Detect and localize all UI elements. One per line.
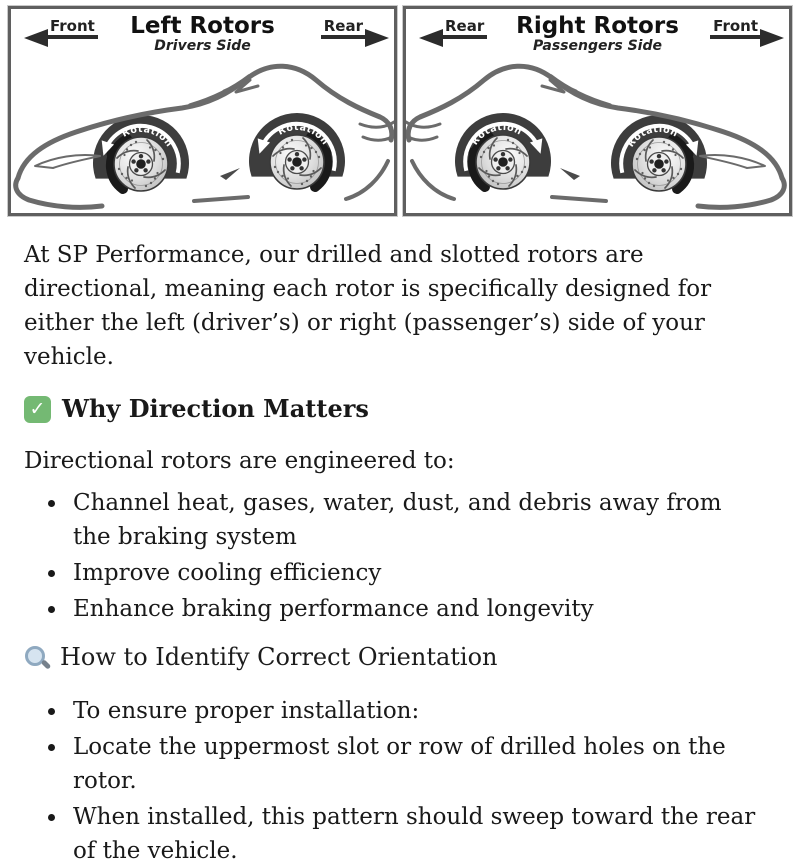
list-item: • When installed, this pattern should sweep toward the rear of the vehicle. [68,800,766,868]
panel-title: Right Rotors [516,13,679,39]
why-direction-matters-heading [24,392,766,426]
rear-direction-label [442,18,487,39]
arrow-left-icon [419,29,443,47]
benefits-list [24,486,766,626]
rotation-label: Rotation [625,123,680,150]
rear-direction-label [321,18,366,39]
arrow-right-icon [760,29,784,47]
article-content [0,216,800,868]
intro-paragraph: At SP Performance, our drilled and slotted rotors are directional, meaning each rotor is specifically designed for either the left (driver’s) or right (passenger’s) side of your vehicle. [24,242,712,370]
right-rotors-panel [403,6,792,216]
rotor-direction-diagram [8,6,792,216]
arrow-left-icon [24,29,48,47]
direction-text: Rear [323,17,363,35]
rotation-label: Rotation [469,121,524,148]
heading-text: How to Identify Correct Orientation [60,643,498,671]
left-rotors-panel [8,6,397,216]
panel-subtitle: Drivers Side [154,38,251,54]
engineered-to-lead: Directional rotors are engineered to: [24,448,455,474]
direction-text: Front [50,17,95,35]
list-item: • Locate the uppermost slot or row of drilled holes on the rotor. [68,730,766,798]
rotation-label: Rotation [120,123,175,150]
identify-orientation-heading [24,640,766,674]
installation-steps-list [24,694,766,868]
direction-text: Rear [445,17,485,35]
direction-text: Front [713,17,758,35]
list-item: • Channel heat, gases, water, dust, and debris away from the braking system [68,486,766,554]
list-item: • Enhance braking performance and longevity [68,592,766,626]
front-direction-label [47,18,98,39]
list-item: • Improve cooling efficiency [68,556,766,590]
panel-title: Left Rotors [130,13,275,39]
panel-subtitle: Passengers Side [533,38,662,54]
arrow-right-icon [365,29,389,47]
check-mark-icon: ✓ [24,396,51,423]
magnifier-handle [41,659,52,670]
list-item: • To ensure proper installation: [68,694,766,728]
rotation-label: Rotation [276,121,331,148]
front-direction-label [710,18,761,39]
magnifier-icon [24,644,51,671]
heading-text: Why Direction Matters [62,394,369,423]
